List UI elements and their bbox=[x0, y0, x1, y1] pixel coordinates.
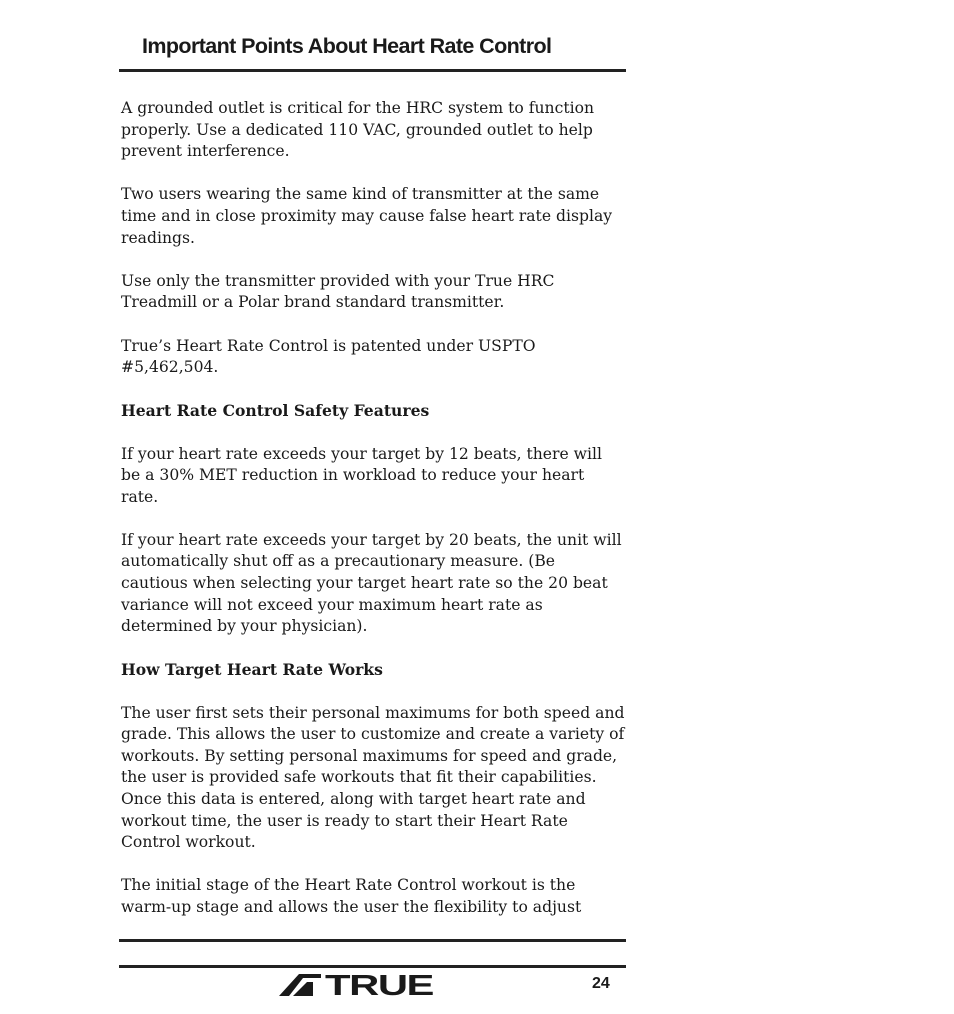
footer-rule-lower bbox=[119, 965, 626, 968]
document-body bbox=[121, 98, 626, 940]
footer-rule-upper bbox=[119, 939, 626, 942]
paragraph-transmitter: Use only the transmitter provided with your True HRC Treadmill or a Polar brand standard transmitter. bbox=[121, 271, 555, 312]
page-number: 24 bbox=[592, 975, 610, 992]
page-title: Important Points About Heart Rate Control bbox=[142, 34, 552, 58]
paragraph-grounded-outlet: A grounded outlet is critical for the HRC system to function properly. Use a dedicated 110 VAC, grounded outlet to help prevent interference. bbox=[121, 99, 594, 161]
paragraph-two-users: Two users wearing the same kind of transmitter at the same time and in close proximity may cause false heart rate display readings. bbox=[121, 185, 613, 247]
logo-wordmark: TRUE bbox=[325, 972, 434, 997]
paragraph-12-beats: If your heart rate exceeds your target by 12 beats, there will be a 30% MET reduction in workload to reduce your heart rate. bbox=[121, 444, 602, 506]
header-rule bbox=[119, 69, 626, 72]
paragraph-patent: True’s Heart Rate Control is patented under USPTO #5,462,504. bbox=[121, 336, 536, 377]
paragraph-personal-maximums: The user first sets their personal maximums for both speed and grade. This allows the user to customize and create a variety of workouts. By setting personal maximums for speed and grade, the user is provided safe workouts that fit their capabilities. Once this data is entered, along with target heart rate and workout time, the user is ready to start their Heart Rate Control workout. bbox=[121, 703, 625, 852]
paragraph-warm-up-stage: The initial stage of the Heart Rate Control workout is the warm-up stage and allows the user the flexibility to adjust bbox=[121, 876, 582, 916]
subheading-target-heart-rate: How Target Heart Rate Works bbox=[121, 660, 383, 680]
subheading-safety-features: Heart Rate Control Safety Features bbox=[121, 401, 430, 421]
paragraph-20-beats: If your heart rate exceeds your target by 20 beats, the unit will automatically shut off as a precautionary measure. (Be cautious when selecting your target heart rate so the 20 beat variance will not exceed your maximum heart rate as determined by your physician). bbox=[121, 530, 622, 636]
true-logo bbox=[279, 972, 435, 997]
